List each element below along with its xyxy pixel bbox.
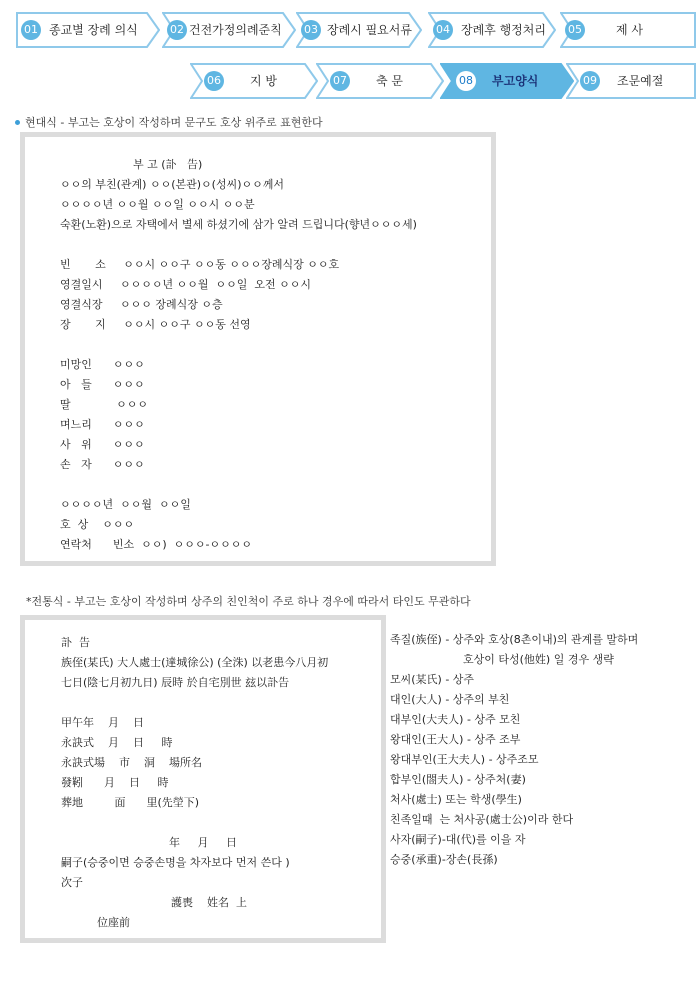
tab-number-badge: 04 [433, 20, 453, 40]
tab-label: 장례시 필요서류 [327, 23, 412, 37]
obituary-line: 호 상 ㅇㅇㅇ [60, 518, 135, 531]
obituary-line: 發靷 月 日 時 [61, 776, 169, 789]
obituary-line: 아 들 ㅇㅇㅇ [60, 378, 145, 391]
tab-label: 건전가정의례준칙 [189, 23, 282, 37]
term-note: 왕대부인(王大夫人) - 상주조모 [390, 753, 539, 766]
term-note: 사자(嗣子)-대(代)를 이을 자 [390, 833, 526, 846]
tab-number-badge: 06 [204, 71, 224, 91]
obituary-title: 訃 告 [61, 636, 90, 649]
obituary-line: 永訣式場 市 洞 場所名 [61, 756, 202, 769]
term-note: 족질(族侄) - 상주와 호상(8촌이내)의 관계를 말하며 [390, 633, 639, 646]
tab-required-documents[interactable] [296, 12, 422, 48]
tab-label: 제 사 [616, 23, 643, 37]
tab-number-badge: 08 [456, 71, 476, 91]
term-note: 친족일때 는 처사공(處士公)이라 한다 [390, 813, 574, 826]
tab-post-funeral-admin[interactable] [428, 12, 556, 48]
modern-heading-text: 현대식 - 부고는 호상이 작성하며 문구도 호상 위주로 표현한다 [25, 116, 323, 129]
term-note: 대부인(大夫人) - 상주 모친 [390, 713, 521, 726]
obituary-line: 次子 [61, 876, 83, 889]
tab-number-badge: 05 [565, 20, 585, 40]
tab-prayer-text[interactable] [316, 63, 444, 99]
tab-family-rites-rules[interactable] [162, 12, 296, 48]
term-note: 왕대인(王大人) - 상주 조부 [390, 733, 521, 746]
term-note: 합부인(閤夫人) - 상주처(妻) [390, 773, 526, 786]
term-note: 처사(處士) 또는 학생(學生) [390, 793, 522, 806]
obituary-line: ㅇㅇ의 부친(관계) ㅇㅇ(본관)ㅇ(성씨)ㅇㅇ께서 [60, 178, 285, 191]
tab-number-badge: 07 [330, 71, 350, 91]
tab-number-badge: 09 [580, 71, 600, 91]
obituary-line: 영결식장 ㅇㅇㅇ 장례식장 ㅇ층 [60, 298, 223, 311]
obituary-line: 永訣式 月 日 時 [61, 736, 173, 749]
tab-label: 장례후 행정처리 [461, 23, 546, 37]
obituary-line: 영결일시 ㅇㅇㅇㅇ년 ㅇㅇ월 ㅇㅇ일 오전 ㅇㅇ시 [60, 278, 311, 291]
tab-label: 종교별 장례 의식 [49, 23, 138, 37]
tab-label: 조문예절 [617, 74, 664, 88]
obituary-line: 빈 소 ㅇㅇ시 ㅇㅇ구 ㅇㅇ동 ㅇㅇㅇ장례식장 ㅇㅇ호 [60, 258, 340, 271]
term-note: 승중(承重)-장손(長孫) [390, 853, 498, 866]
obituary-line: 며느리 ㅇㅇㅇ [60, 418, 145, 431]
obituary-line: 손 자 ㅇㅇㅇ [60, 458, 145, 471]
obituary-line: 연락처 빈소 ㅇㅇ) ㅇㅇㅇ-ㅇㅇㅇㅇ [60, 538, 252, 551]
obituary-line: 年 月 日 [169, 836, 237, 849]
traditional-obituary-box [20, 615, 386, 943]
tab-religious-funeral[interactable] [16, 12, 160, 48]
tab-number-badge: 01 [21, 20, 41, 40]
obituary-line: ㅇㅇㅇㅇ년 ㅇㅇ월 ㅇㅇ일 [60, 498, 191, 511]
obituary-line: 葬地 面 里(先塋下) [61, 796, 200, 809]
tab-condolence-etiquette[interactable] [566, 63, 696, 99]
modern-obituary-box [20, 132, 496, 566]
modern-section-heading [15, 114, 323, 130]
obituary-line: 七日(陰七月初九日) 辰時 於自宅別世 玆以訃告 [61, 676, 290, 689]
tab-obituary-format[interactable] [440, 63, 574, 99]
tab-label: 축 문 [376, 74, 403, 88]
tab-memorial-tablet[interactable] [190, 63, 318, 99]
obituary-line: 護喪 姓名 上 [171, 896, 247, 909]
obituary-line: 甲午年 月 日 [61, 716, 144, 729]
tab-number-badge: 02 [167, 20, 187, 40]
bullet-icon [15, 120, 20, 125]
obituary-line: 숙환(노환)으로 자택에서 별세 하셨기에 삼가 알려 드립니다(향년ㅇㅇㅇ세) [60, 218, 417, 231]
obituary-line: 位座前 [97, 916, 130, 929]
term-note: 대인(大人) - 상주의 부친 [390, 693, 510, 706]
tab-label: 지 방 [250, 74, 277, 88]
term-note: 모씨(某氏) - 상주 [390, 673, 475, 686]
traditional-section-heading: *전통식 - 부고는 호상이 작성하며 상주의 친인척이 주로 하나 경우에 따라서 타인도 무관하다 [26, 595, 471, 608]
obituary-line: 사 위 ㅇㅇㅇ [60, 438, 145, 451]
obituary-line: 族侄(某氏) 大人處士(達城徐公) (全洙) 以老患今八月初 [61, 656, 329, 669]
obituary-line: 장 지 ㅇㅇ시 ㅇㅇ구 ㅇㅇ동 선영 [60, 318, 251, 331]
obituary-line: ㅇㅇㅇㅇ년 ㅇㅇ월 ㅇㅇ일 ㅇㅇ시 ㅇㅇ분 [60, 198, 255, 211]
tab-number-badge: 03 [301, 20, 321, 40]
obituary-line: 미망인 ㅇㅇㅇ [60, 358, 145, 371]
obituary-line: 嗣子(승중이면 승중손명을 차자보다 먼저 쓴다 ) [61, 856, 290, 869]
tab-ancestral-rites[interactable] [560, 12, 696, 48]
tab-label: 부고양식 [492, 74, 539, 88]
term-note: 호상이 타성(他姓) 일 경우 생략 [463, 653, 614, 666]
obituary-line: 딸 ㅇㅇㅇ [60, 398, 148, 411]
obituary-title: 부 고 (訃 告) [133, 158, 203, 171]
